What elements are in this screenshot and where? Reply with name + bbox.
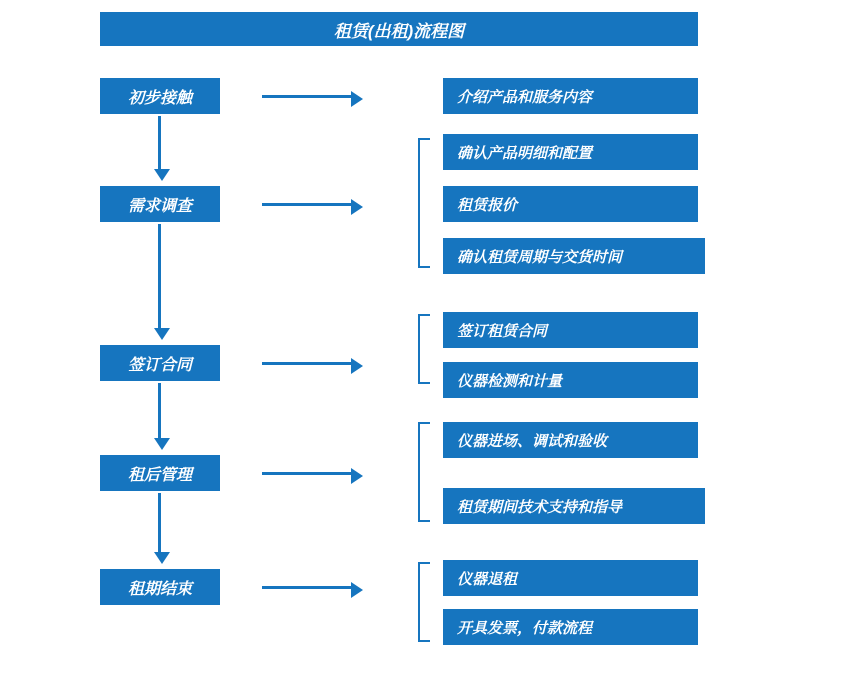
horizontal-arrow-1 <box>262 95 352 98</box>
horizontal-arrow-4 <box>262 472 352 475</box>
detail-box-3[interactable]: 租赁报价 <box>443 186 698 222</box>
detail-box-2[interactable]: 确认产品明细和配置 <box>443 134 698 170</box>
bracket-group-5 <box>418 562 430 642</box>
vertical-arrow-3 <box>158 383 161 439</box>
chart-title: 租赁(出租)流程图 <box>100 12 698 46</box>
vertical-arrow-2 <box>158 224 161 329</box>
vertical-arrow-4 <box>158 493 161 553</box>
horizontal-arrow-3 <box>262 362 352 365</box>
stage-box-1[interactable]: 初步接触 <box>100 78 220 114</box>
stage-box-3[interactable]: 签订合同 <box>100 345 220 381</box>
horizontal-arrow-5 <box>262 586 352 589</box>
bracket-group-3 <box>418 314 430 384</box>
detail-box-8[interactable]: 租赁期间技术支持和指导 <box>443 488 705 524</box>
stage-box-5[interactable]: 租期结束 <box>100 569 220 605</box>
bracket-group-4 <box>418 422 430 522</box>
detail-box-9[interactable]: 仪器退租 <box>443 560 698 596</box>
detail-box-7[interactable]: 仪器进场、调试和验收 <box>443 422 698 458</box>
detail-box-10[interactable]: 开具发票，付款流程 <box>443 609 698 645</box>
bracket-group-2 <box>418 138 430 268</box>
horizontal-arrow-2 <box>262 203 352 206</box>
detail-box-5[interactable]: 签订租赁合同 <box>443 312 698 348</box>
vertical-arrow-1 <box>158 116 161 170</box>
detail-box-1[interactable]: 介绍产品和服务内容 <box>443 78 698 114</box>
stage-box-2[interactable]: 需求调查 <box>100 186 220 222</box>
detail-box-4[interactable]: 确认租赁周期与交货时间 <box>443 238 705 274</box>
detail-box-6[interactable]: 仪器检测和计量 <box>443 362 698 398</box>
stage-box-4[interactable]: 租后管理 <box>100 455 220 491</box>
